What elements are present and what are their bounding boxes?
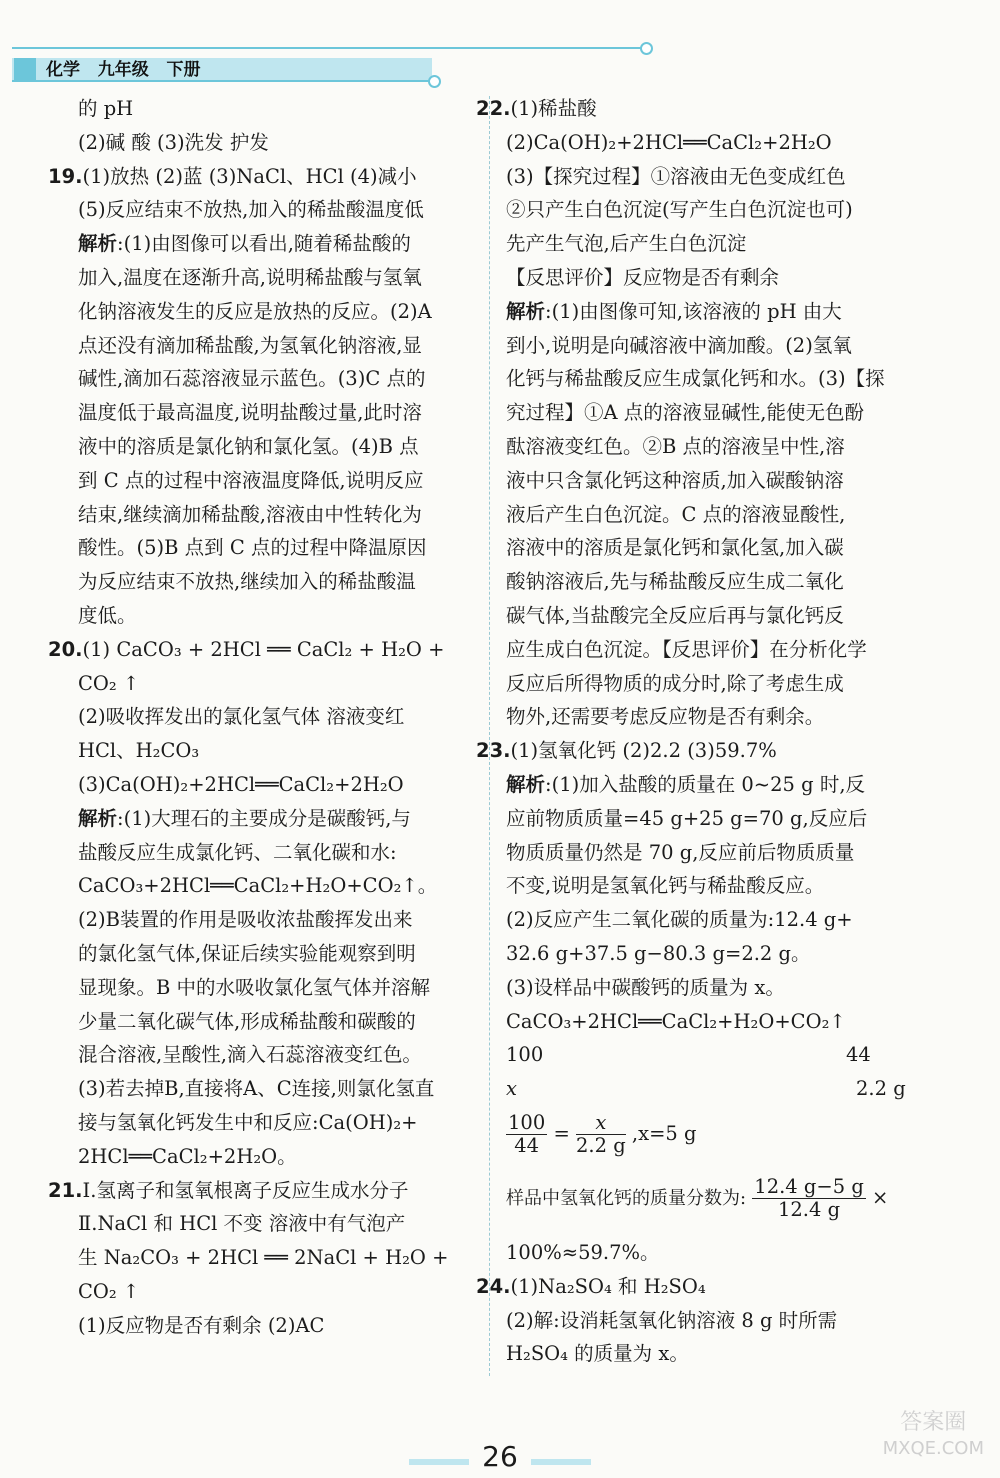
text-line	[506, 768, 936, 802]
fraction-numerator: 100	[508, 1110, 546, 1134]
text-line	[78, 1038, 476, 1072]
text-line	[78, 937, 476, 971]
text-line	[78, 1005, 476, 1039]
text-line	[78, 869, 476, 903]
question-number: 19.	[48, 164, 83, 188]
line-text: (3)Ca(OH)₂+2HCl══CaCl₂+2H₂O	[78, 772, 404, 796]
line-text: 【反思评价】反应物是否有剩余	[506, 265, 780, 289]
text-line	[78, 1140, 476, 1174]
text-line	[506, 633, 936, 667]
text-line	[78, 295, 476, 329]
line-text: 温度低于最高温度,说明盐酸过量,此时溶	[78, 401, 422, 425]
text-line	[48, 633, 476, 667]
line-text: (2)B装置的作用是吸收浓盐酸挥发出来	[78, 908, 413, 932]
fraction-numerator: 12.4 g−5 g	[754, 1174, 864, 1198]
text-line	[506, 700, 936, 734]
text-line	[506, 261, 936, 295]
text-line	[78, 1241, 476, 1275]
line-text: 物外,还需要考虑反应物是否有剩余。	[506, 705, 825, 729]
line-text: 加入,温度在逐渐升高,说明稀盐酸与氢氧	[78, 265, 422, 289]
text-line	[78, 903, 476, 937]
line-text: 酸钠溶液后,先与稀盐酸反应生成二氧化	[506, 570, 844, 594]
line-text: 碱性,滴加石蕊溶液显示蓝色。(3)C 点的	[78, 367, 426, 391]
line-text: 生 Na₂CO₃ + 2HCl ══ 2NaCl + H₂O +	[78, 1246, 449, 1270]
text-line	[78, 836, 476, 870]
equals-sign: =	[553, 1121, 570, 1145]
text-line	[78, 329, 476, 363]
text-line	[506, 329, 936, 363]
line-text: 溶液中的溶质是氯化钙和氯化氢,加入碳	[506, 536, 844, 560]
fraction-mass	[752, 1176, 866, 1221]
line-text: 液中的溶质是氯化钠和氯化氢。(4)B 点	[78, 434, 419, 458]
line-text: (3)若去掉B,直接将A、C连接,则氯化氢直	[78, 1077, 435, 1101]
text-line	[78, 498, 476, 532]
line-text: 究过程】①A 点的溶液显碱性,能使无色酚	[506, 401, 864, 425]
text-line	[78, 599, 476, 633]
line-text: (1)放热 (2)蓝 (3)NaCl、HCl (4)减小	[82, 164, 417, 188]
line-text: :(1)由图像可知,该溶液的 pH 由大	[545, 299, 842, 323]
text-line	[506, 531, 936, 565]
line-text: H₂SO₄ 的质量为 x。	[506, 1342, 689, 1366]
page-header	[0, 40, 1000, 100]
analysis-label: 解析	[78, 806, 118, 830]
line-text: 32.6 g+37.5 g−80.3 g=2.2 g。	[506, 941, 811, 965]
header-square	[14, 58, 36, 82]
header-rule-bottom	[12, 80, 432, 82]
text-line	[506, 1005, 936, 1039]
watermark-line-2: MXQE.COM	[882, 1438, 984, 1459]
calc-co2-mass: 44	[846, 1043, 871, 1067]
line-text: :(1)大理石的主要成分是碳酸钙,与	[117, 806, 411, 830]
text-line	[506, 937, 936, 971]
line-text: 的 pH	[78, 97, 134, 120]
text-line	[78, 1207, 476, 1241]
text-line	[476, 1270, 936, 1304]
text-line	[506, 193, 936, 227]
times-sign: ×	[872, 1185, 889, 1209]
line-text: (1) CaCO₃ + 2HCl ══ CaCl₂ + H₂O +	[82, 637, 445, 661]
text-line	[506, 599, 936, 633]
question-number: 20.	[48, 637, 83, 661]
question-number: 22.	[476, 97, 511, 120]
right-column	[476, 92, 936, 1371]
analysis-label: 解析	[506, 299, 546, 323]
line-text: 化钠溶液发生的反应是放热的反应。(2)A	[78, 299, 432, 323]
text-line	[506, 430, 936, 464]
line-text: (2)反应产生二氧化碳的质量为:12.4 g+	[506, 908, 853, 932]
text-line	[506, 903, 936, 937]
text-line	[78, 261, 476, 295]
line-text: CaCO₃+2HCl══CaCl₂+H₂O+CO₂↑。	[78, 874, 438, 898]
line-text: (1)氢氧化钙 (2)2.2 (3)59.7%	[510, 739, 777, 763]
line-text: 酞溶液变红色。②B 点的溶液呈中性,溶	[506, 434, 845, 458]
text-line	[506, 227, 936, 261]
text-line	[48, 1174, 476, 1208]
page-number: 26	[482, 1440, 518, 1473]
line-text: 结束,继续滴加稀盐酸,溶液由中性转化为	[78, 502, 422, 526]
line-text: 应生成白色沉淀。【反思评价】在分析化学	[506, 637, 867, 661]
text-line	[506, 565, 936, 599]
text-line	[78, 1072, 476, 1106]
text-line	[506, 362, 936, 396]
text-line	[78, 734, 476, 768]
fraction-denominator: 2.2 g	[575, 1133, 626, 1157]
line-text: 少量二氧化碳气体,形成稀盐酸和碳酸的	[78, 1009, 416, 1033]
text-line	[506, 498, 936, 532]
line-text: (2)吸收挥发出的氯化氢气体 溶液变红	[78, 705, 405, 729]
fraction-100-44	[506, 1112, 547, 1157]
header-rule-top	[12, 47, 642, 49]
line-text: 盐酸反应生成氯化钙、二氧化碳和水:	[78, 840, 397, 864]
page-footer	[0, 1440, 1000, 1473]
mass-fraction-label: 样品中氢氧化钙的质量分数为:	[506, 1187, 747, 1209]
text-line	[78, 667, 476, 701]
text-line	[476, 92, 936, 126]
line-text: (1)反应物是否有剩余 (2)AC	[78, 1313, 325, 1337]
text-line	[506, 396, 936, 430]
header-dot-left	[428, 75, 441, 88]
line-text: ②只产生白色沉淀(写产生白色沉淀也可)	[506, 198, 853, 222]
line-text: 2HCl══CaCl₂+2H₂O。	[78, 1144, 297, 1168]
text-line	[506, 1337, 936, 1371]
line-text: (3)设样品中碳酸钙的质量为 x。	[506, 975, 785, 999]
text-line	[506, 126, 936, 160]
text-line	[78, 227, 476, 261]
calc-x: x	[506, 1077, 517, 1101]
header-dot-right	[640, 42, 653, 55]
text-line	[78, 768, 476, 802]
line-text: CaCO₃+2HCl══CaCl₂+H₂O+CO₂↑	[506, 1009, 846, 1033]
text-line	[78, 1106, 476, 1140]
line-text: (5)反应结束不放热,加入的稀盐酸温度低	[78, 198, 424, 222]
line-text: HCl、H₂CO₃	[78, 739, 200, 763]
line-text: 接与氢氧化钙发生中和反应:Ca(OH)₂+	[78, 1110, 418, 1134]
line-text: CO₂ ↑	[78, 1279, 140, 1303]
line-text: 先产生气泡,后产生白色沉淀	[506, 232, 747, 256]
text-line	[506, 971, 936, 1005]
line-text: 液后产生白色沉淀。C 点的溶液显酸性,	[506, 502, 846, 526]
text-line	[506, 464, 936, 498]
question-number: 24.	[476, 1274, 511, 1298]
line-text: 不变,说明是氢氧化钙与稀盐酸反应。	[506, 874, 825, 898]
line-text: 碳气体,当盐酸完全反应后再与氯化钙反	[506, 603, 844, 627]
watermark	[883, 1410, 984, 1462]
text-line	[78, 362, 476, 396]
calc-row-2	[506, 1072, 936, 1106]
line-text: 显现象。B 中的水吸收氯化氢气体并溶解	[78, 975, 431, 999]
text-line	[78, 1309, 476, 1343]
line-text: :(1)由图像可以看出,随着稀盐酸的	[117, 232, 411, 256]
line-text: Ⅱ.NaCl 和 HCl 不变 溶液中有气泡产	[78, 1212, 406, 1236]
line-text: 到 C 点的过程中溶液温度降低,说明反应	[78, 468, 424, 492]
column-divider	[489, 96, 490, 1376]
line-text: (1)稀盐酸	[510, 97, 597, 120]
text-line	[78, 396, 476, 430]
line-text: (3)【探究过程】①溶液由无色变成红色	[506, 164, 846, 188]
line-text: 度低。	[78, 603, 137, 627]
text-line	[506, 160, 936, 194]
text-line	[78, 193, 476, 227]
line-text: CO₂ ↑	[78, 671, 140, 695]
line-text: :(1)加入盐酸的质量在 0~25 g 时,反	[545, 772, 866, 796]
calc-proportion	[506, 1106, 936, 1172]
text-line	[476, 734, 936, 768]
text-line	[506, 836, 936, 870]
text-line	[78, 971, 476, 1005]
fraction-denominator: 44	[514, 1133, 540, 1157]
question-number: 23.	[476, 739, 511, 763]
line-text: 物质质量仍然是 70 g,反应前后物质质量	[506, 840, 855, 864]
calc-result: ,x=5 g	[631, 1121, 697, 1145]
calc-row-1	[506, 1038, 936, 1072]
text-line	[78, 464, 476, 498]
text-line	[48, 160, 476, 194]
line-text: 为反应结束不放热,继续加入的稀盐酸温	[78, 570, 416, 594]
line-text: 化钙与稀盐酸反应生成氯化钙和水。(3)【探	[506, 367, 885, 391]
text-line	[78, 430, 476, 464]
line-text: (2)Ca(OH)₂+2HCl══CaCl₂+2H₂O	[506, 130, 832, 154]
calc-caco3-mass: 100	[506, 1043, 544, 1067]
text-line	[78, 802, 476, 836]
analysis-label: 解析	[78, 232, 118, 256]
footer-ornament-right	[531, 1459, 591, 1465]
text-line	[506, 869, 936, 903]
watermark-line-1: 答案圈	[900, 1410, 967, 1435]
text-line	[78, 700, 476, 734]
line-text: 反应后所得物质的成分时,除了考虑生成	[506, 671, 844, 695]
text-line	[506, 295, 936, 329]
left-column	[48, 92, 476, 1342]
analysis-label: 解析	[506, 772, 546, 796]
header-title: 化学 九年级 下册	[46, 60, 201, 80]
line-text: Ⅰ.氢离子和氢氧根离子反应生成水分子	[82, 1178, 409, 1202]
line-text: 应前物质质量=45 g+25 g=70 g,反应后	[506, 806, 868, 830]
line-text: 酸性。(5)B 点到 C 点的过程中降温原因	[78, 536, 427, 560]
text-line	[78, 1275, 476, 1309]
line-text: (2)解:设消耗氢氧化钠溶液 8 g 时所需	[506, 1308, 838, 1332]
footer-ornament-left	[409, 1459, 469, 1465]
fraction-x-2-2g	[576, 1112, 626, 1157]
line-text: 混合溶液,呈酸性,滴入石蕊溶液变红色。	[78, 1043, 422, 1067]
text-line	[78, 565, 476, 599]
text-line	[78, 126, 476, 160]
text-line	[506, 1304, 936, 1338]
line-text: 液中只含氯化钙这种溶质,加入碳酸钠溶	[506, 468, 844, 492]
line-text: 到小,说明是向碱溶液中滴加酸。(2)氢氧	[506, 333, 852, 357]
text-line	[506, 667, 936, 701]
line-text: (2)碱 酸 (3)洗发 护发	[78, 130, 269, 154]
text-line	[78, 92, 476, 126]
line-text: 的氯化氢气体,保证后续实验能观察到明	[78, 941, 416, 965]
calc-co2-value: 2.2 g	[856, 1077, 906, 1101]
question-number: 21.	[48, 1178, 83, 1202]
line-text: (1)Na₂SO₄ 和 H₂SO₄	[510, 1274, 706, 1298]
text-line	[78, 531, 476, 565]
fraction-denominator: 12.4 g	[777, 1197, 841, 1221]
mass-fraction-line	[506, 1172, 936, 1236]
fraction-numerator: x	[576, 1112, 626, 1135]
line-text: 点还没有滴加稀盐酸,为氢氧化钠溶液,显	[78, 333, 422, 357]
text-line	[506, 802, 936, 836]
percent-line: 100%≈59.7%。	[506, 1240, 660, 1264]
